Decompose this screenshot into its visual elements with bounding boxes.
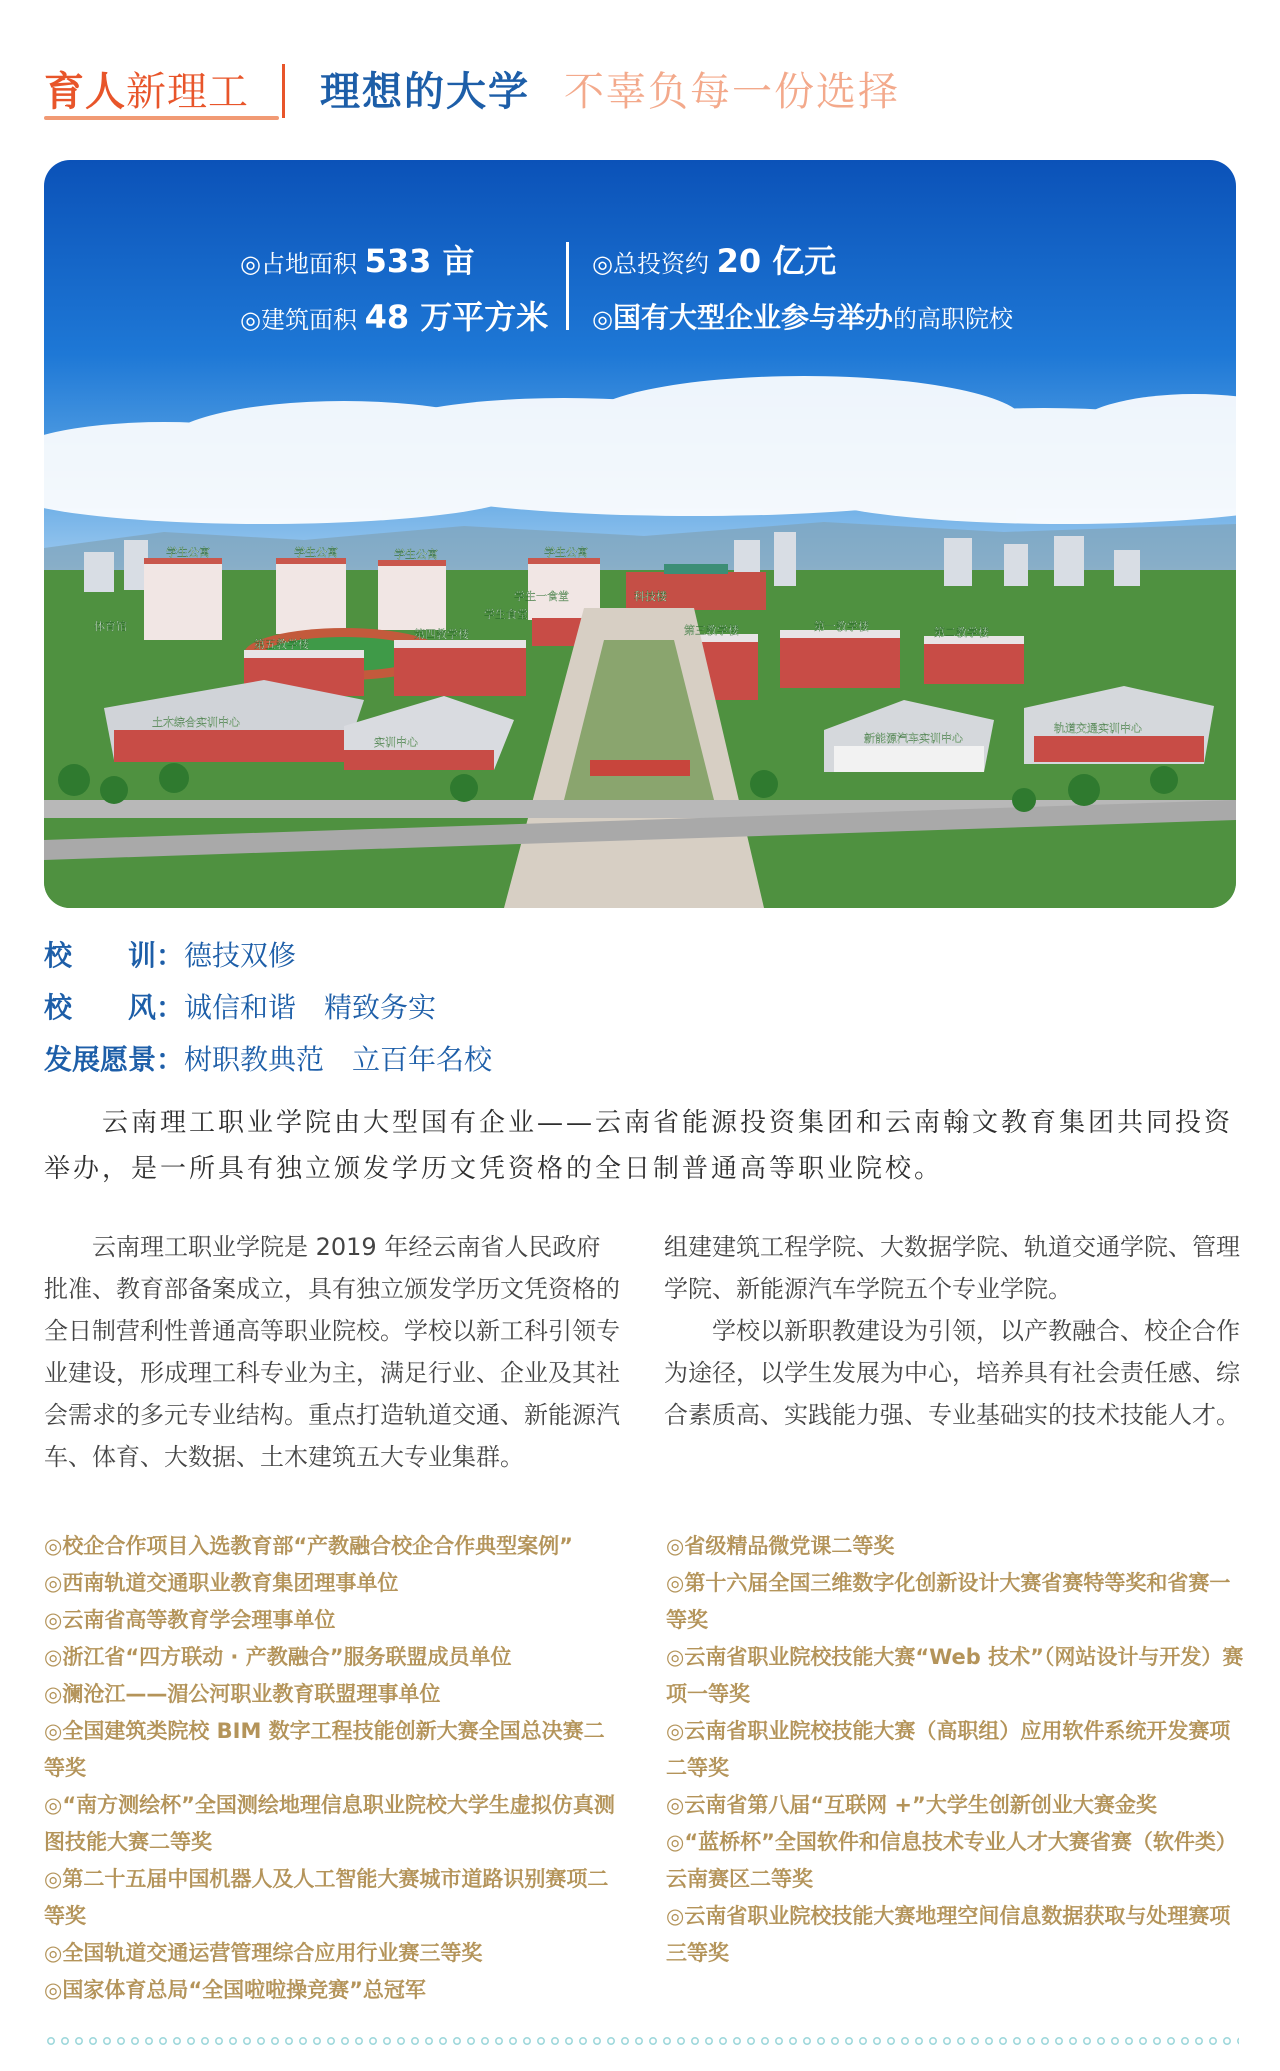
honor-item: ◎澜沧江——湄公河职业教育联盟理事单位: [44, 1682, 441, 1706]
building-label: 第三教学楼: [684, 624, 739, 637]
stat-investment: ◎总投资约 20 亿元: [592, 242, 837, 280]
page-header: [44, 54, 1244, 134]
honor-item: ◎第十六届全国三维数字化创新设计大赛省赛特等奖和省赛一等奖: [666, 1571, 1231, 1632]
honor-item: ◎云南省职业院校技能大赛（高职组）应用软件系统开发赛项二等奖: [666, 1719, 1231, 1780]
motto-row-school-motto: 校 训：德技双修: [44, 939, 297, 972]
footer-dotted-border: [44, 2034, 1239, 2048]
honor-item: ◎校企合作项目入选教育部“产教融合校企合作典型案例”: [44, 1534, 573, 1558]
header-title: 育人新理工: [44, 69, 249, 115]
header-underline: [44, 116, 279, 120]
motto-row-vision: 发展愿景：树职教典范 立百年名校: [44, 1043, 493, 1076]
body-paragraph: 组建建筑工程学院、大数据学院、轨道交通学院、管理学院、新能源汽车学院五个专业学院。: [664, 1233, 1240, 1303]
honor-item: ◎“蓝桥杯”全国软件和信息技术专业人才大赛省赛（软件类）云南赛区二等奖: [666, 1830, 1237, 1891]
honor-item: ◎第二十五届中国机器人及人工智能大赛城市道路识别赛项二等奖: [44, 1867, 609, 1928]
building-label: 第一教学楼: [814, 620, 869, 633]
motto-row-school-spirit: 校 风：诚信和谐 精致务实: [44, 991, 437, 1024]
building-label: 学生食堂: [484, 608, 528, 621]
honor-item: ◎国家体育总局“全国啦啦操竞赛”总冠军: [44, 1978, 426, 2002]
honor-item: ◎浙江省“四方联动 · 产教融合”服务联盟成员单位: [44, 1645, 512, 1669]
honor-item: ◎云南省职业院校技能大赛地理空间信息数据获取与处理赛项三等奖: [666, 1904, 1231, 1965]
building-label: 轨道交通实训中心: [1054, 722, 1142, 735]
building-label: 土木综合实训中心: [152, 716, 240, 729]
building-label: 学生公寓: [394, 548, 438, 561]
header-slogan: 理想的大学: [320, 69, 530, 115]
building-label: 第五教学楼: [254, 638, 309, 651]
building-label: 实训中心: [374, 736, 418, 749]
stat-land-area: ◎占地面积 533 亩: [240, 242, 475, 280]
intro-paragraph: 云南理工职业学院由大型国有企业——云南省能源投资集团和云南翰文教育集团共同投资举办，是一所具有独立颁发学历文凭资格的全日制普通高等职业院校。: [44, 1108, 1234, 1184]
honors-list-left: [44, 1528, 624, 2009]
header-divider: [282, 64, 285, 118]
honors-list-right: [666, 1528, 1246, 1972]
honor-item: ◎云南省第八届“互联网 +”大学生创新创业大赛金奖: [666, 1793, 1157, 1817]
honor-item: ◎西南轨道交通职业教育集团理事单位: [44, 1571, 399, 1595]
building-label: 学生一食堂: [514, 590, 569, 603]
stat-building-area: ◎建筑面积 48 万平方米: [240, 298, 549, 336]
building-label: 体育馆: [94, 620, 127, 633]
clouds: [44, 376, 1236, 524]
campus-aerial-photo: [44, 160, 1236, 908]
body-column-right: [664, 1226, 1244, 1436]
honor-item: ◎全国轨道交通运营管理综合应用行业赛三等奖: [44, 1941, 483, 1965]
building-label: 学生公寓: [294, 546, 338, 559]
building-label: 新能源汽车实训中心: [864, 732, 963, 745]
honor-item: ◎省级精品微党课二等奖: [666, 1534, 895, 1558]
body-paragraph: 云南理工职业学院是 2019 年经云南省人民政府批准、教育部备案成立，具有独立颁发学历文凭资格的全日制营利性普通高等职业院校。学校以新工科引领专业建设，形成理工科专业为主，满足行业、企业及其社会需求的多元专业结构。重点打造轨道交通、新能源汽车、体育、大数据、土木建筑五大专业集群。: [44, 1233, 620, 1471]
stat-divider: [566, 242, 569, 330]
header-tagline: 不辜负每一份选择: [564, 69, 900, 115]
honor-item: ◎云南省职业院校技能大赛“Web 技术”（网站设计与开发）赛项一等奖: [666, 1645, 1244, 1706]
honor-item: ◎“南方测绘杯”全国测绘地理信息职业院校大学生虚拟仿真测图技能大赛二等奖: [44, 1793, 615, 1854]
body-paragraph: 学校以新职教建设为引领，以产教融合、校企合作为途径，以学生发展为中心，培养具有社会责任感、综合素质高、实践能力强、专业基础实的技术技能人才。: [664, 1317, 1240, 1429]
building-label: 第四教学楼: [414, 628, 469, 641]
building-label: 科技楼: [634, 590, 667, 603]
honor-item: ◎全国建筑类院校 BIM 数字工程技能创新大赛全国总决赛二等奖: [44, 1719, 605, 1780]
building-label: 学生公寓: [166, 546, 210, 559]
building-label: 第二教学楼: [934, 626, 989, 639]
building-label: 学生公寓: [544, 546, 588, 559]
body-column-left: [44, 1226, 624, 1478]
honor-item: ◎云南省高等教育学会理事单位: [44, 1608, 336, 1632]
stat-ownership: ◎国有大型企业参与举办的高职院校: [592, 301, 1013, 334]
